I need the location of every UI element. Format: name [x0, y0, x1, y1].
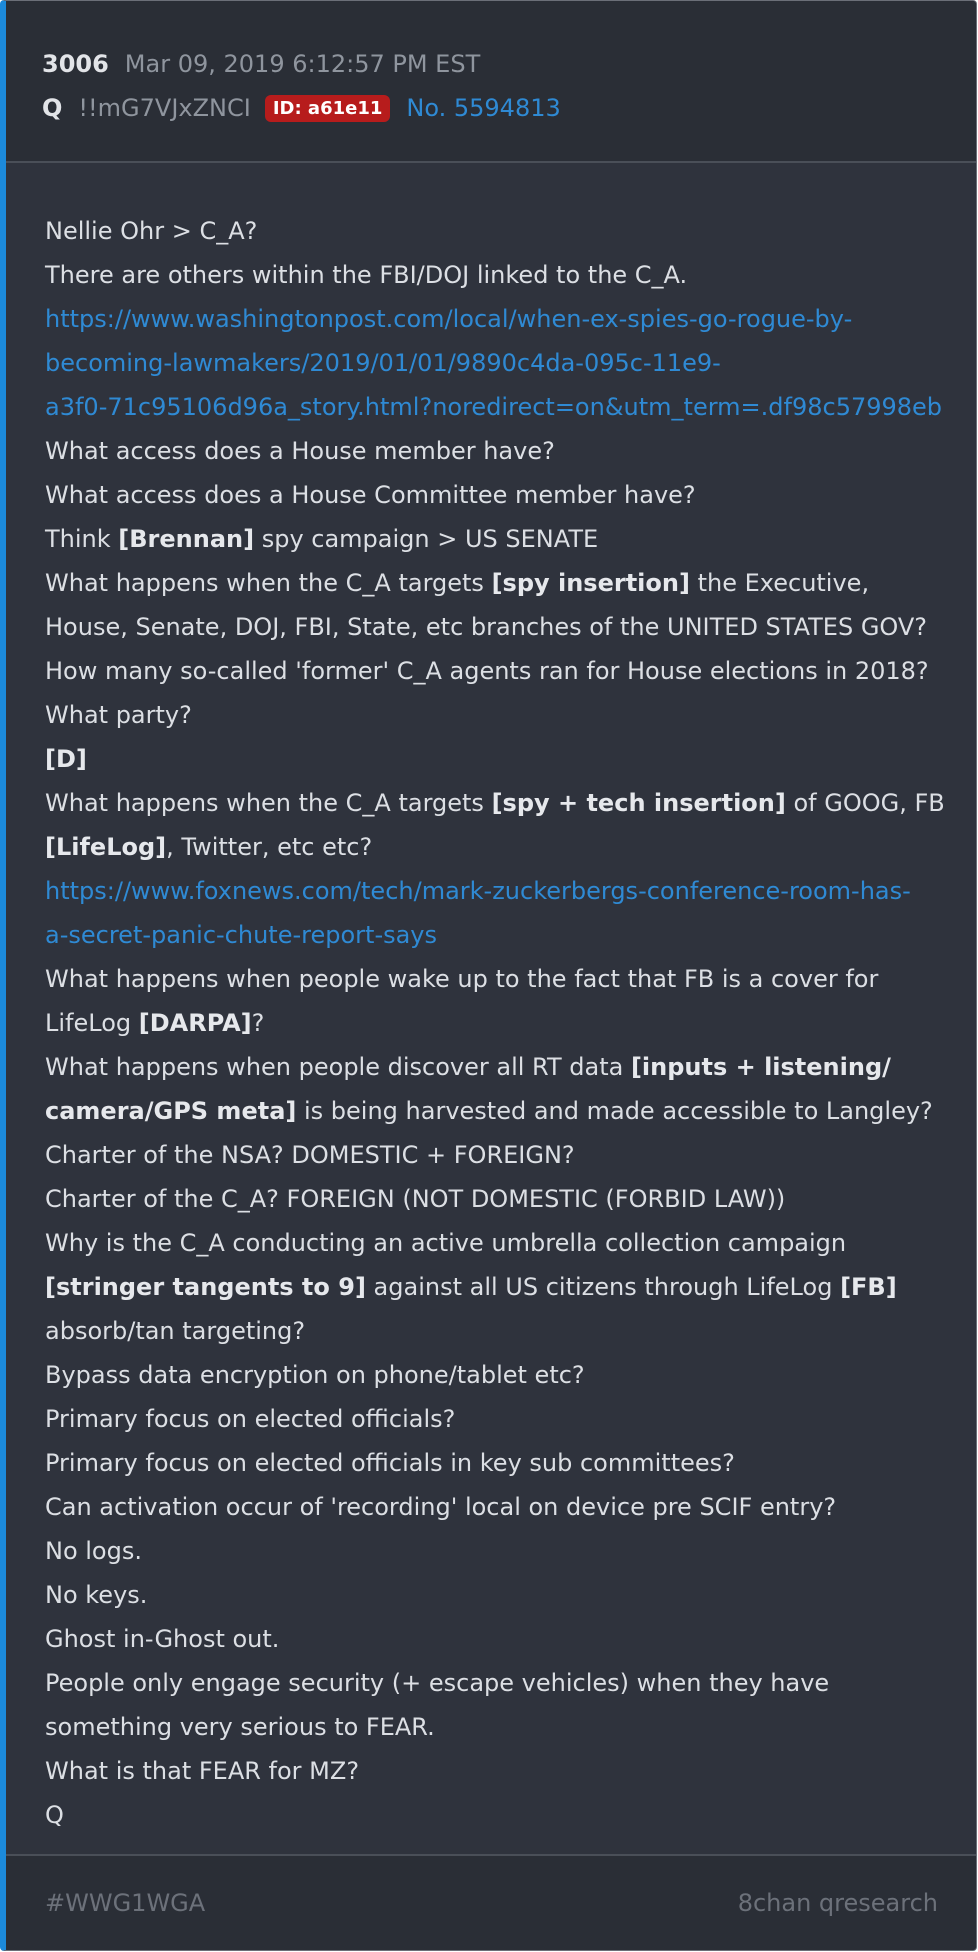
- post-text: What access does a House member have?: [45, 437, 555, 465]
- post-line: [45, 913, 976, 957]
- post-text: No logs.: [45, 1537, 142, 1565]
- post-line: [45, 1485, 976, 1529]
- post-text: House, Senate, DOJ, FBI, State, etc branches of the UNITED STATES GOV?: [45, 613, 928, 641]
- post-text: Primary focus on elected officials?: [45, 1405, 456, 1433]
- post-link[interactable]: https://www.foxnews.com/tech/mark-zuckerbergs-conference-room-has-: [45, 877, 911, 905]
- post-text: Can activation occur of 'recording' local on device pre SCIF entry?: [45, 1493, 837, 1521]
- post-text: What happens when people wake up to the fact that FB is a cover for: [45, 965, 879, 993]
- post-line: [45, 781, 976, 825]
- post-line: [45, 1045, 976, 1089]
- post-line: [45, 1529, 976, 1573]
- post-line: [45, 605, 976, 649]
- post-text: spy campaign > US SENATE: [254, 525, 599, 553]
- post-text: What access does a House Committee member have?: [45, 481, 696, 509]
- bold-text: camera/GPS meta]: [45, 1097, 297, 1125]
- post-line: [45, 1793, 976, 1837]
- post-line: [45, 209, 976, 253]
- author-name: Q: [42, 94, 63, 122]
- post-line: [45, 341, 976, 385]
- post-line: [45, 649, 976, 693]
- post-text: There are others within the FBI/DOJ linked to the C_A.: [45, 261, 688, 289]
- bold-text: [Brennan]: [118, 525, 255, 553]
- post-text: What party?: [45, 701, 192, 729]
- bold-text: [FB]: [840, 1273, 897, 1301]
- post-link[interactable]: a3f0-71c95106d96a_story.html?noredirect=on&utm_term=.df98c57998eb: [45, 393, 943, 421]
- post-text: What is that FEAR for MZ?: [45, 1757, 360, 1785]
- post-text: How many so-called 'former' C_A agents ran for House elections in 2018?: [45, 657, 929, 685]
- hashtag: #WWG1WGA: [45, 1889, 206, 1917]
- post-line: [45, 1089, 976, 1133]
- post-date: Mar 09, 2019 6:12:57 PM EST: [124, 50, 481, 78]
- post-text: , Twitter, etc etc?: [166, 833, 373, 861]
- post-line: [45, 1749, 976, 1793]
- post-header: [6, 1, 976, 163]
- source-label: 8chan qresearch: [737, 1889, 938, 1917]
- post-text: Q: [45, 1801, 64, 1829]
- post-line: [45, 737, 976, 781]
- post-text: Why is the C_A conducting an active umbrella collection campaign: [45, 1229, 847, 1257]
- post-text: of GOOG, FB: [785, 789, 945, 817]
- post-line: [45, 1441, 976, 1485]
- post-text: Think: [45, 525, 119, 553]
- post-line: [45, 561, 976, 605]
- post-text: Bypass data encryption on phone/tablet etc?: [45, 1361, 585, 1389]
- post-line: [45, 385, 976, 429]
- post-line: [45, 825, 976, 869]
- bold-text: [spy + tech insertion]: [491, 789, 786, 817]
- id-badge: ID: a61e11: [265, 95, 391, 122]
- post-footer: [6, 1854, 976, 1950]
- post-line: [45, 1001, 976, 1045]
- post-text: Charter of the C_A? FOREIGN (NOT DOMESTIC (FORBID LAW)): [45, 1185, 786, 1213]
- post-line: [45, 297, 976, 341]
- post-text: Charter of the NSA? DOMESTIC + FOREIGN?: [45, 1141, 575, 1169]
- post-line: [45, 1573, 976, 1617]
- post-body: [6, 163, 976, 1837]
- post-line: [45, 1705, 976, 1749]
- post-text: Primary focus on elected officials in key sub committees?: [45, 1449, 735, 1477]
- post-text: People only engage security (+ escape vehicles) when they have: [45, 1669, 830, 1697]
- post-line: [45, 1309, 976, 1353]
- post-text: the Executive,: [689, 569, 870, 597]
- bold-text: [inputs + listening/: [630, 1053, 891, 1081]
- post-author-line: [42, 88, 976, 128]
- bold-text: [LifeLog]: [45, 833, 167, 861]
- post-line: [45, 1221, 976, 1265]
- post-line: [45, 1133, 976, 1177]
- post-text: What happens when people discover all RT data: [45, 1053, 631, 1081]
- post-line: [45, 1617, 976, 1661]
- tripcode: !!mG7VJxZNCI: [78, 94, 251, 122]
- post-link[interactable]: becoming-lawmakers/2019/01/01/9890c4da-095c-11e9-: [45, 349, 721, 377]
- post-line: [45, 957, 976, 1001]
- post-line: [45, 517, 976, 561]
- post-line: [45, 869, 976, 913]
- post-text: LifeLog: [45, 1009, 139, 1037]
- post-line: [45, 693, 976, 737]
- post-text: No keys.: [45, 1581, 148, 1609]
- post-text: What happens when the C_A targets: [45, 789, 492, 817]
- post-text: against all US citizens through LifeLog: [365, 1273, 841, 1301]
- post-link[interactable]: a-secret-panic-chute-report-says: [45, 921, 438, 949]
- post-line: [45, 1265, 976, 1309]
- bold-text: [DARPA]: [138, 1009, 252, 1037]
- bold-text: [D]: [45, 745, 87, 773]
- post-line: [45, 253, 976, 297]
- bold-text: [stringer tangents to 9]: [45, 1273, 366, 1301]
- post-text: absorb/tan targeting?: [45, 1317, 306, 1345]
- post-number-link[interactable]: No. 5594813: [406, 94, 561, 122]
- bold-text: [spy insertion]: [491, 569, 690, 597]
- post-text: Ghost in-Ghost out.: [45, 1625, 280, 1653]
- post-link[interactable]: https://www.washingtonpost.com/local/when-ex-spies-go-rogue-by-: [45, 305, 853, 333]
- post-text: something very serious to FEAR.: [45, 1713, 435, 1741]
- post-text: What happens when the C_A targets: [45, 569, 492, 597]
- post-number: 3006: [42, 50, 109, 78]
- post-text: Nellie Ohr > C_A?: [45, 217, 258, 245]
- post-line: [45, 1397, 976, 1441]
- post-line: [45, 473, 976, 517]
- post-line: [45, 1177, 976, 1221]
- post-text: ?: [251, 1009, 265, 1037]
- post-text: is being harvested and made accessible to Langley?: [296, 1097, 933, 1125]
- post-meta-line: [42, 44, 976, 84]
- post-line: [45, 1661, 976, 1705]
- post-line: [45, 1353, 976, 1397]
- post-line: [45, 429, 976, 473]
